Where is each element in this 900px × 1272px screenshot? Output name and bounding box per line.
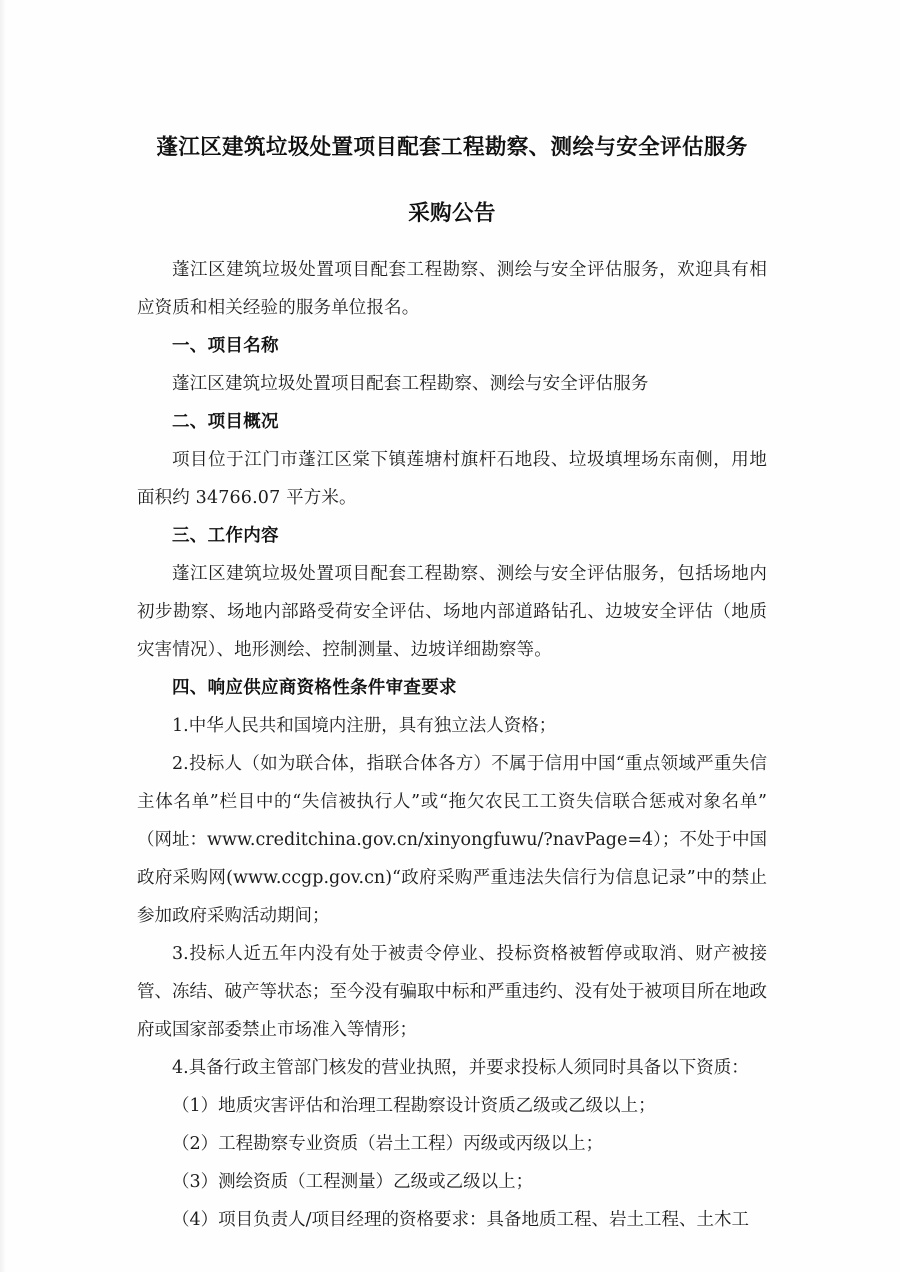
section-body-work-content: 蓬江区建筑垃圾处置项目配套工程勘察、测绘与安全评估服务，包括场地内初步勘察、场地内部路受荷安全评估、场地内部道路钻孔、边坡安全评估（地质灾害情况）、地形测绘、控制测量、边坡详细勘察等。 [137, 564, 767, 660]
section-body-project-overview: 项目位于江门市蓬江区棠下镇莲塘村旗杆石地段、垃圾填埋场东南侧，用地面积约 34766.07 平方米。 [137, 450, 767, 508]
document-body [137, 251, 767, 1239]
qualification-subitem-2: （2）工程勘察专业资质（岩土工程）丙级或丙级以上； [172, 1134, 604, 1154]
section-heading-project-name: 一、项目名称 [172, 336, 279, 356]
qualification-item-1: 1.中华人民共和国境内注册，具有独立法人资格； [172, 716, 557, 736]
qualification-subitem-1: （1）地质灾害评估和治理工程勘察设计资质乙级或乙级以上； [172, 1096, 656, 1116]
section-body-project-name: 蓬江区建筑垃圾处置项目配套工程勘察、测绘与安全评估服务 [172, 374, 649, 394]
document-content [137, 0, 767, 1239]
qualification-item-2: 2.投标人（如为联合体，指联合体各方）不属于信用中国“重点领域严重失信主体名单”栏目中的“失信被执行人”或“拖欠农民工工资失信联合惩戒对象名单”（网址：www.creditchina.gov.cn/xinyongfuwu/?navPage=4）；不处于中国政府采购网(www.ccgp.gov.cn)“政府采购严重违法失信行为信息记录”中的禁止参加政府采购活动期间； [137, 754, 767, 926]
qualification-item-4: 4.具备行政主管部门核发的营业执照，并要求投标人须同时具备以下资质： [172, 1058, 749, 1078]
qualification-item-3: 3.投标人近五年内没有处于被责令停业、投标资格被暂停或取消、财产被接管、冻结、破产等状态；至今没有骗取中标和严重违约、没有处于被项目所在地政府或国家部委禁止市场准入等情形； [137, 944, 767, 1040]
section-heading-qualification-requirements: 四、响应供应商资格性条件审查要求 [172, 678, 457, 698]
section-heading-project-overview: 二、项目概况 [172, 412, 279, 432]
document-title: 蓬江区建筑垃圾处置项目配套工程勘察、测绘与安全评估服务 [156, 135, 748, 160]
scan-edge-shadow [0, 0, 6, 1272]
section-heading-work-content: 三、工作内容 [172, 526, 279, 546]
intro-paragraph: 蓬江区建筑垃圾处置项目配套工程勘察、测绘与安全评估服务，欢迎具有相应资质和相关经验的服务单位报名。 [137, 260, 767, 318]
qualification-subitem-3: （3）测绘资质（工程测量）乙级或乙级以上； [172, 1172, 534, 1192]
document-subtitle: 采购公告 [408, 201, 496, 226]
qualification-subitem-4: （4）项目负责人/项目经理的资格要求：具备地质工程、岩土工程、土木工 [172, 1210, 750, 1230]
